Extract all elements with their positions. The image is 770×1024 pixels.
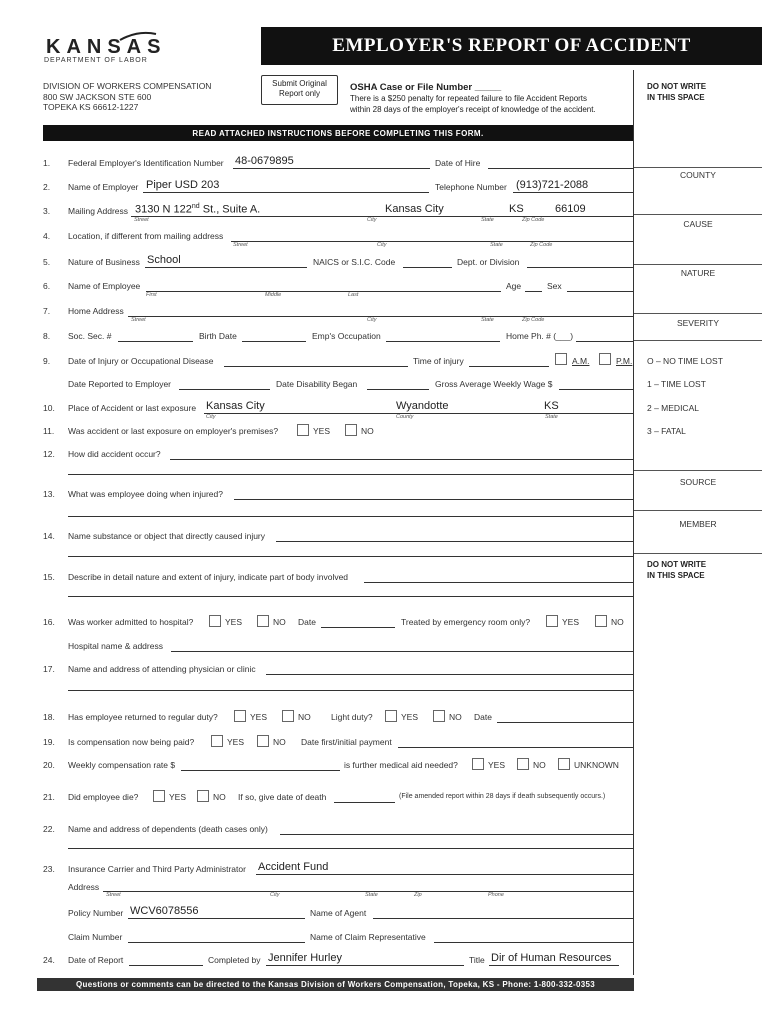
- light-duty-label: Light duty?: [331, 712, 373, 722]
- severity-fatal: 3 – FATAL: [647, 426, 686, 436]
- weekly-wage-field[interactable]: [559, 389, 633, 390]
- returned-no-checkbox[interactable]: [282, 710, 294, 722]
- ssn-label: Soc. Sec. #: [68, 331, 112, 341]
- claim-number-field[interactable]: [128, 942, 305, 943]
- how-occurred-field-2[interactable]: [68, 474, 633, 475]
- hospital-name-label: Hospital name & address: [68, 641, 163, 651]
- place-state-value[interactable]: KS: [544, 400, 559, 412]
- side-rule: [634, 510, 762, 511]
- title-label: Title: [469, 955, 485, 965]
- ssn-field[interactable]: [118, 341, 193, 342]
- birth-date-label: Birth Date: [199, 331, 237, 341]
- naics-field[interactable]: [403, 267, 452, 268]
- yes-label: YES: [227, 737, 245, 747]
- item-number: 18.: [43, 712, 55, 722]
- no-label: NO: [611, 617, 624, 627]
- item-number: 13.: [43, 489, 55, 499]
- doing-label: What was employee doing when injured?: [68, 489, 223, 499]
- unknown-label: UNKNOWN: [574, 760, 619, 770]
- street-caption: Street: [106, 892, 121, 898]
- dependents-field[interactable]: [280, 834, 633, 835]
- fein-label: Federal Employer's Identification Number: [68, 158, 224, 168]
- sex-field[interactable]: [567, 291, 633, 292]
- place-label: Place of Accident or last exposure: [68, 403, 197, 413]
- occupation-label: Emp's Occupation: [312, 331, 381, 341]
- injury-date-field[interactable]: [224, 366, 408, 367]
- substance-field-2[interactable]: [68, 556, 633, 557]
- location-field[interactable]: [231, 241, 633, 242]
- item-number: 21.: [43, 792, 55, 802]
- city-caption: City: [367, 217, 377, 223]
- side-rule: [634, 264, 762, 265]
- date-of-hire-field[interactable]: [488, 168, 633, 169]
- light-duty-no-checkbox[interactable]: [433, 710, 445, 722]
- disability-began-label: Date Disability Began: [276, 379, 358, 389]
- premises-yes-checkbox[interactable]: [297, 424, 309, 436]
- returned-label: Has employee returned to regular duty?: [68, 712, 218, 722]
- physician-field-2[interactable]: [68, 690, 633, 691]
- disability-began-field[interactable]: [367, 389, 429, 390]
- telephone-label: Telephone Number: [435, 182, 507, 192]
- completed-by-line: [266, 965, 464, 966]
- yes-label: YES: [562, 617, 580, 627]
- fein-value[interactable]: 48-0679895: [235, 155, 294, 167]
- pm-checkbox[interactable]: [599, 353, 611, 365]
- first-caption: First: [146, 292, 157, 298]
- claim-rep-field[interactable]: [434, 942, 633, 943]
- no-label: NO: [361, 426, 374, 436]
- item-number: 1.: [43, 158, 51, 168]
- no-label: NO: [213, 792, 226, 802]
- yes-label: YES: [488, 760, 506, 770]
- employee-name-label: Name of Employee: [68, 281, 141, 291]
- death-date-label: If so, give date of death: [238, 792, 327, 802]
- medical-unknown-checkbox[interactable]: [558, 758, 570, 770]
- yes-label: YES: [313, 426, 331, 436]
- weekly-comp-label: Weekly compensation rate $: [68, 760, 176, 770]
- report-date-field[interactable]: [129, 965, 203, 966]
- side-rule: [634, 167, 762, 168]
- describe-injury-field[interactable]: [364, 582, 633, 583]
- physician-label: Name and address of attending physician or clinic: [68, 664, 256, 674]
- item-number: 16.: [43, 617, 55, 627]
- naics-label: NAICS or S.I.C. Code: [313, 257, 396, 267]
- how-occurred-field[interactable]: [170, 459, 633, 460]
- hospital-yes-checkbox[interactable]: [209, 615, 221, 627]
- carrier-value[interactable]: Accident Fund: [258, 861, 329, 873]
- zip-value[interactable]: 66109: [555, 203, 586, 215]
- premises-no-checkbox[interactable]: [345, 424, 357, 436]
- completed-by-value[interactable]: Jennifer Hurley: [268, 952, 342, 964]
- substance-label: Name substance or object that directly caused injury: [68, 531, 266, 541]
- source-label: SOURCE: [679, 477, 717, 487]
- item-number: 15.: [43, 572, 55, 582]
- submit-original-box: Submit Original Report only: [261, 75, 338, 105]
- item-number: 23.: [43, 864, 55, 874]
- mailing-address-label: Mailing Address: [68, 206, 129, 216]
- yes-label: YES: [401, 712, 419, 722]
- claim-number-label: Claim Number: [68, 932, 123, 942]
- place-line: [204, 413, 633, 414]
- compensation-label: Is compensation now being paid?: [68, 737, 195, 747]
- telephone-line: [513, 192, 633, 193]
- no-label: NO: [449, 712, 462, 722]
- zip-caption: Zip: [414, 892, 422, 898]
- middle-caption: Middle: [265, 292, 282, 298]
- er-no-checkbox[interactable]: [595, 615, 607, 627]
- date-of-hire-label: Date of Hire: [435, 158, 481, 168]
- do-not-write-bottom: DO NOT WRITE IN THIS SPACE: [647, 560, 707, 580]
- birth-date-field[interactable]: [242, 341, 306, 342]
- item-number: 20.: [43, 760, 55, 770]
- hospital-date-label: Date: [298, 617, 316, 627]
- county-caption: County: [396, 414, 414, 420]
- title-line: [489, 965, 619, 966]
- returned-yes-checkbox[interactable]: [234, 710, 246, 722]
- employer-label: Name of Employer: [68, 182, 139, 192]
- carrier-line: [256, 874, 633, 875]
- no-label: NO: [298, 712, 311, 722]
- zip-caption: Zip Code: [522, 217, 545, 223]
- side-rule: [634, 214, 762, 215]
- time-of-injury-label: Time of injury: [413, 356, 464, 366]
- nature-of-business-label: Nature of Business: [68, 257, 140, 267]
- hospital-name-field[interactable]: [171, 651, 633, 652]
- pm-label: P.M.: [616, 356, 633, 366]
- item-number: 5.: [43, 257, 51, 267]
- home-address-field[interactable]: [128, 316, 633, 317]
- item-number: 8.: [43, 331, 51, 341]
- date-reported-field[interactable]: [179, 389, 270, 390]
- am-label: A.M.: [572, 356, 590, 366]
- osha-penalty-note: There is a $250 penalty for repeated failure to file Accident Reports within 28 days of the employer's receipt of knowledge of the accident.: [350, 94, 596, 114]
- place-city-value[interactable]: Kansas City: [206, 400, 265, 412]
- er-yes-checkbox[interactable]: [546, 615, 558, 627]
- telephone-value[interactable]: (913)721-2088: [516, 179, 589, 191]
- city-caption: City: [270, 892, 280, 898]
- carrier-label: Insurance Carrier and Third Party Administrator: [68, 864, 246, 874]
- completed-by-label: Completed by: [208, 955, 261, 965]
- severity-no-time-lost: O – NO TIME LOST: [647, 356, 723, 366]
- location-label: Location, if different from mailing address: [68, 231, 224, 241]
- hospital-no-checkbox[interactable]: [257, 615, 269, 627]
- street-caption: Street: [233, 242, 248, 248]
- claim-rep-label: Name of Claim Representative: [310, 932, 426, 942]
- am-checkbox[interactable]: [555, 353, 567, 365]
- item-number: 11.: [43, 426, 55, 436]
- item-number: 6.: [43, 281, 51, 291]
- die-no-checkbox[interactable]: [197, 790, 209, 802]
- employee-name-field[interactable]: [146, 291, 501, 292]
- weekly-wage-label: Gross Average Weekly Wage $: [435, 379, 553, 389]
- age-field[interactable]: [525, 291, 542, 292]
- home-phone-field[interactable]: [576, 341, 633, 342]
- yes-label: YES: [225, 617, 243, 627]
- severity-label: SEVERITY: [676, 318, 720, 328]
- date-reported-label: Date Reported to Employer: [68, 379, 171, 389]
- item-number: 4.: [43, 231, 51, 241]
- amended-note: (File amended report within 28 days if death subsequently occurs.): [399, 793, 606, 800]
- describe-injury-field-2[interactable]: [68, 596, 633, 597]
- policy-line: [128, 918, 305, 919]
- city-value[interactable]: Kansas City: [385, 203, 444, 215]
- medical-no-checkbox[interactable]: [517, 758, 529, 770]
- item-number: 7.: [43, 306, 51, 316]
- describe-injury-label: Describe in detail nature and extent of injury, indicate part of body involved: [68, 572, 349, 582]
- physician-field[interactable]: [266, 674, 633, 675]
- dept-label: Dept. or Division: [457, 257, 520, 267]
- occupation-field[interactable]: [386, 341, 500, 342]
- city-caption: City: [377, 242, 387, 248]
- yes-label: YES: [250, 712, 268, 722]
- item-number: 12.: [43, 449, 55, 459]
- how-occurred-label: How did accident occur?: [68, 449, 161, 459]
- city-caption: City: [206, 414, 216, 420]
- mailing-address-line: [131, 216, 633, 217]
- instructions-banner: READ ATTACHED INSTRUCTIONS BEFORE COMPLETING THIS FORM.: [43, 125, 633, 141]
- age-label: Age: [506, 281, 522, 291]
- form-title: EMPLOYER'S REPORT OF ACCIDENT: [261, 27, 762, 65]
- item-number: 10.: [43, 403, 55, 413]
- agent-field[interactable]: [373, 918, 633, 919]
- cause-label: CAUSE: [683, 219, 713, 229]
- comp-yes-checkbox[interactable]: [211, 735, 223, 747]
- return-date-field[interactable]: [497, 722, 633, 723]
- report-date-label: Date of Report: [68, 955, 124, 965]
- injury-date-label: Date of Injury or Occupational Disease: [68, 356, 214, 366]
- death-date-field[interactable]: [334, 802, 395, 803]
- side-rule: [634, 470, 762, 471]
- state-caption: State: [481, 317, 494, 323]
- home-address-label: Home Address: [68, 306, 124, 316]
- state-value[interactable]: KS: [509, 203, 524, 215]
- state-caption: State: [490, 242, 503, 248]
- logo-subtitle: DEPARTMENT OF LABOR: [44, 57, 148, 64]
- county-label: COUNTY: [680, 170, 716, 180]
- first-payment-field[interactable]: [398, 747, 633, 748]
- logo-swoosh-icon: [118, 30, 158, 42]
- street-caption: Street: [131, 317, 146, 323]
- no-label: NO: [273, 737, 286, 747]
- footer-contact: Questions or comments can be directed to the Kansas Division of Workers Compensation, Topeka, KS - Phone: 1-800-332-0353: [37, 978, 634, 991]
- no-label: NO: [273, 617, 286, 627]
- yes-label: YES: [169, 792, 187, 802]
- state-caption: State: [545, 414, 558, 420]
- item-number: 19.: [43, 737, 55, 747]
- item-number: 14.: [43, 531, 55, 541]
- agent-label: Name of Agent: [310, 908, 367, 918]
- side-rule: [634, 313, 762, 314]
- street-value[interactable]: 3130 N 122nd St., Suite A.: [135, 203, 261, 216]
- severity-medical: 2 – MEDICAL: [647, 403, 699, 413]
- policy-label: Policy Number: [68, 908, 124, 918]
- division-address: DIVISION OF WORKERS COMPENSATION 800 SW JACKSON STE 600 TOPEKA KS 66612-1227: [43, 81, 212, 112]
- further-medical-label: is further medical aid needed?: [344, 760, 458, 770]
- sex-label: Sex: [547, 281, 562, 291]
- item-number: 24.: [43, 955, 55, 965]
- place-county-value[interactable]: Wyandotte: [396, 400, 449, 412]
- last-caption: Last: [348, 292, 359, 298]
- dependents-field-2[interactable]: [68, 848, 633, 849]
- member-label: MEMBER: [679, 519, 717, 529]
- phone-caption: Phone: [488, 892, 504, 898]
- doing-field-2[interactable]: [68, 516, 633, 517]
- fein-line: [233, 168, 430, 169]
- dept-field[interactable]: [527, 267, 633, 268]
- item-number: 3.: [43, 206, 51, 216]
- title-value[interactable]: Dir of Human Resources: [491, 952, 612, 964]
- item-number: 9.: [43, 356, 51, 366]
- weekly-comp-field[interactable]: [181, 770, 340, 771]
- die-label: Did employee die?: [68, 792, 139, 802]
- hospital-admitted-label: Was worker admitted to hospital?: [68, 617, 194, 627]
- business-value[interactable]: School: [147, 254, 181, 266]
- employer-line: [143, 192, 429, 193]
- side-rule: [634, 553, 762, 554]
- er-only-label: Treated by emergency room only?: [401, 617, 531, 627]
- first-payment-label: Date first/initial payment: [301, 737, 392, 747]
- hospital-date-field[interactable]: [321, 627, 395, 628]
- business-line: [145, 267, 307, 268]
- die-yes-checkbox[interactable]: [153, 790, 165, 802]
- osha-case-label: OSHA Case or File Number _____: [350, 82, 502, 93]
- substance-field[interactable]: [276, 541, 633, 542]
- employer-value[interactable]: Piper USD 203: [146, 179, 220, 191]
- item-number: 22.: [43, 824, 55, 834]
- kansas-logo: KANSAS: [46, 36, 167, 58]
- severity-time-lost: 1 – TIME LOST: [647, 379, 706, 389]
- dependents-label: Name and address of dependents (death cases only): [68, 824, 268, 834]
- time-of-injury-field[interactable]: [469, 366, 549, 367]
- item-number: 2.: [43, 182, 51, 192]
- city-caption: City: [367, 317, 377, 323]
- doing-field[interactable]: [234, 499, 633, 500]
- side-rule: [634, 340, 762, 341]
- no-label: NO: [533, 760, 546, 770]
- state-caption: State: [365, 892, 378, 898]
- street-caption: Street: [134, 217, 149, 223]
- light-duty-yes-checkbox[interactable]: [385, 710, 397, 722]
- carrier-address-label: Address: [68, 882, 100, 892]
- zip-caption: Zip Code: [530, 242, 553, 248]
- home-phone-label: Home Ph. # (___): [506, 331, 574, 341]
- nature-label: NATURE: [680, 268, 716, 278]
- comp-no-checkbox[interactable]: [257, 735, 269, 747]
- premises-label: Was accident or last exposure on employer's premises?: [68, 426, 279, 436]
- medical-yes-checkbox[interactable]: [472, 758, 484, 770]
- item-number: 17.: [43, 664, 55, 674]
- zip-caption: Zip Code: [522, 317, 545, 323]
- policy-value[interactable]: WCV6078556: [130, 905, 199, 917]
- do-not-write-top: DO NOT WRITE IN THIS SPACE: [647, 82, 707, 102]
- return-date-label: Date: [474, 712, 492, 722]
- state-caption: State: [481, 217, 494, 223]
